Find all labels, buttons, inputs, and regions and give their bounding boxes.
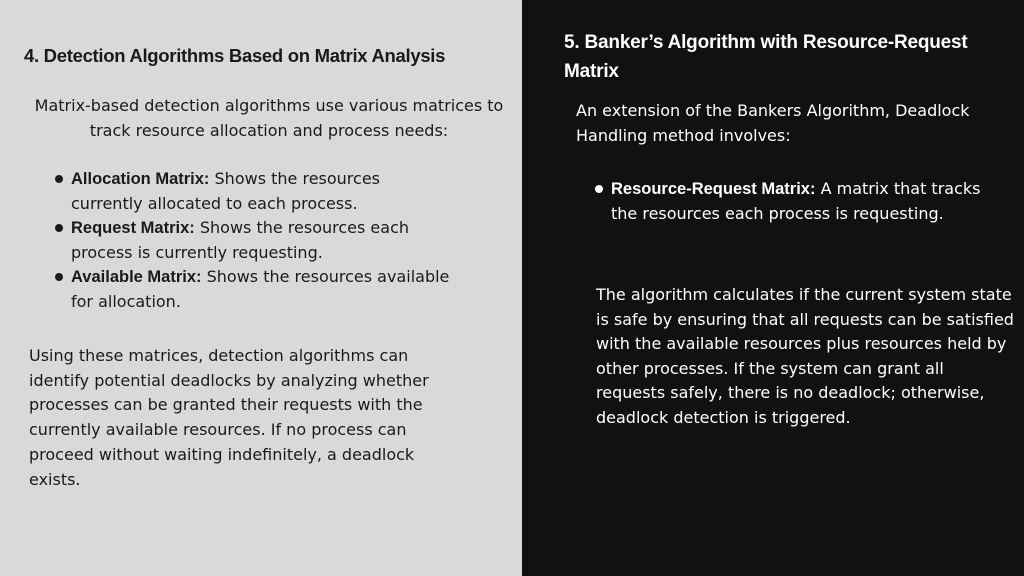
list-item	[611, 177, 981, 226]
right-intro-text: An extension of the Bankers Algorithm, Deadlock Handling method involves:	[576, 101, 970, 145]
left-bullet-list	[71, 167, 451, 314]
list-item-term: Available Matrix:	[71, 268, 202, 286]
left-section-title: 4. Detection Algorithms Based on Matrix Analysis	[24, 45, 446, 66]
list-item-text: Shows the resources currently allocated to each process.	[71, 169, 380, 213]
list-item-text: Shows the resources each process is currently requesting.	[71, 218, 410, 262]
left-body-text: Using these matrices, detection algorithms can identify potential deadlocks by analyzing whether processes can be granted their requests with the currently available resources. If no process can proceed without waiting indefinitely, a deadlock exists.	[29, 346, 429, 489]
left-intro-text: Matrix-based detection algorithms use various matrices to track resource allocation and process needs:	[34, 96, 504, 140]
list-item-text: A matrix that tracks the resources each process is requesting.	[611, 179, 981, 223]
bullet-icon	[55, 175, 63, 183]
list-item-term: Request Matrix:	[71, 219, 195, 237]
right-panel	[522, 0, 1024, 576]
bullet-icon	[595, 185, 603, 193]
list-item	[71, 216, 451, 265]
right-body-text: The algorithm calculates if the current system state is safe by ensuring that all requests can be satisfied with the available resources plus resources held by other processes. If the system can grant all requests safely, there is no deadlock; otherwise, deadlock detection is triggered.	[596, 285, 1014, 427]
list-item	[71, 265, 451, 314]
bullet-icon	[55, 224, 63, 232]
list-item	[71, 167, 451, 216]
list-item-term: Resource-Request Matrix:	[611, 180, 816, 198]
list-item-term: Allocation Matrix:	[71, 170, 210, 188]
list-item-text: Shows the resources available for allocation.	[71, 267, 450, 311]
right-bullet-list	[611, 177, 981, 226]
bullet-icon	[55, 273, 63, 281]
right-section-title: 5. Banker’s Algorithm with Resource-Request Matrix	[564, 32, 968, 82]
